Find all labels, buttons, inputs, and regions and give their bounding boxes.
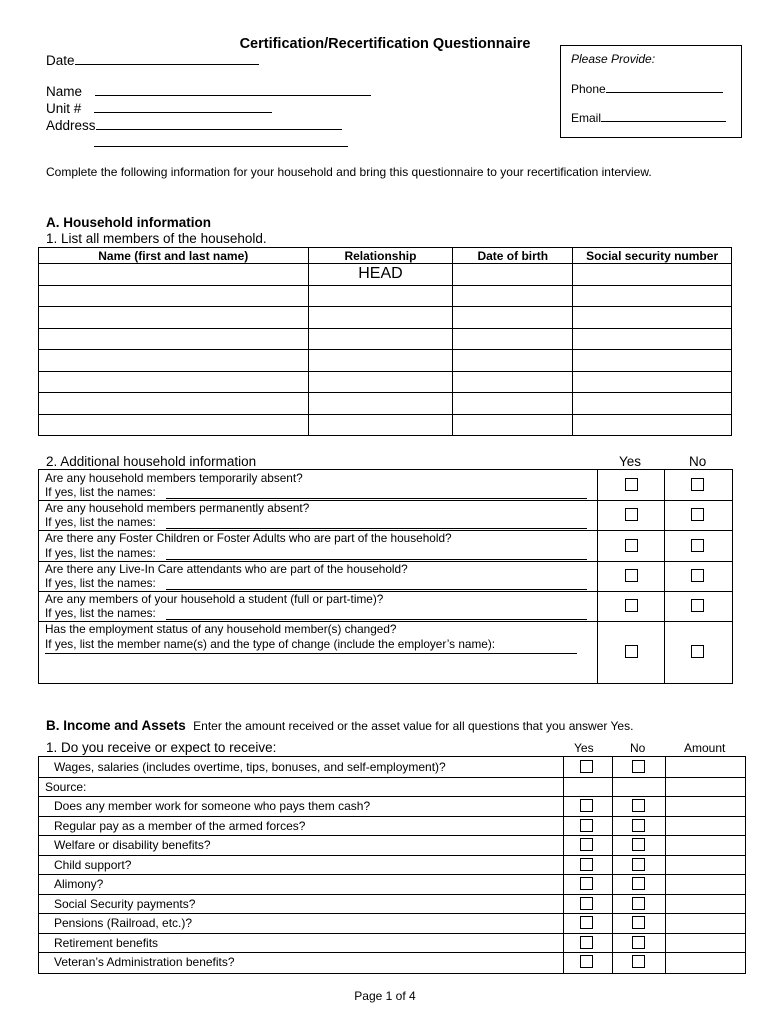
no-checkbox[interactable] xyxy=(691,569,704,582)
relationship-cell[interactable] xyxy=(308,328,453,350)
name-cell[interactable] xyxy=(39,371,309,393)
names-line[interactable] xyxy=(166,546,587,560)
divider xyxy=(39,777,745,778)
name-cell[interactable] xyxy=(39,307,309,329)
phone-line[interactable] xyxy=(606,92,723,93)
divider xyxy=(39,835,745,836)
ssn-cell[interactable] xyxy=(573,285,732,307)
email-label: Email xyxy=(571,111,602,125)
section-b-title: B. Income and Assets xyxy=(46,718,186,733)
income-table xyxy=(38,756,746,974)
address-label: Address xyxy=(46,118,96,133)
divider xyxy=(563,757,564,973)
date-field[interactable] xyxy=(46,53,259,68)
section-a-title: A. Household information xyxy=(46,215,211,230)
table-row xyxy=(39,264,732,286)
col-dob-header: Date of birth xyxy=(453,248,573,264)
relationship-cell[interactable] xyxy=(308,393,453,415)
yes-checkbox[interactable] xyxy=(580,819,593,832)
dob-cell[interactable] xyxy=(453,371,573,393)
yes-checkbox[interactable] xyxy=(625,478,638,491)
ssn-cell[interactable] xyxy=(573,307,732,329)
names-line[interactable] xyxy=(166,485,587,499)
income-item-veterans: Veteran’s Administration benefits? xyxy=(54,955,235,969)
no-checkbox[interactable] xyxy=(632,897,645,910)
yes-checkbox[interactable] xyxy=(580,955,593,968)
phone-field[interactable] xyxy=(571,82,723,96)
question-student: Are any members of your household a student (full or part-time)? xyxy=(45,592,384,606)
names-line[interactable] xyxy=(166,606,587,620)
ssn-cell[interactable] xyxy=(573,328,732,350)
table-row xyxy=(39,285,732,307)
yes-header: Yes xyxy=(574,741,594,755)
relationship-cell[interactable] xyxy=(308,414,453,436)
yes-checkbox[interactable] xyxy=(580,916,593,929)
name-cell[interactable] xyxy=(39,285,309,307)
yes-checkbox[interactable] xyxy=(580,799,593,812)
relationship-cell[interactable] xyxy=(308,350,453,372)
yes-checkbox[interactable] xyxy=(625,539,638,552)
income-item-retirement: Retirement benefits xyxy=(54,936,159,950)
col-relationship-header: Relationship xyxy=(308,248,453,264)
amount-header: Amount xyxy=(684,741,726,755)
yes-checkbox[interactable] xyxy=(625,645,638,658)
no-checkbox[interactable] xyxy=(691,478,704,491)
email-line[interactable] xyxy=(601,121,726,122)
section-b-subtitle: Enter the amount received or the asset value for all questions that you answer Yes. xyxy=(193,719,634,733)
no-checkbox[interactable] xyxy=(632,838,645,851)
name-cell[interactable] xyxy=(39,264,309,286)
no-checkbox[interactable] xyxy=(632,936,645,949)
no-checkbox[interactable] xyxy=(691,508,704,521)
income-item-wages: Wages, salaries (includes overtime, tips, bonuses, and self-employment)? xyxy=(54,760,446,774)
table-row xyxy=(39,371,732,393)
dob-cell[interactable] xyxy=(453,307,573,329)
no-checkbox[interactable] xyxy=(691,599,704,612)
table-header-row xyxy=(39,248,732,264)
income-item-welfare: Welfare or disability benefits? xyxy=(54,838,211,852)
yes-checkbox[interactable] xyxy=(580,897,593,910)
name-cell[interactable] xyxy=(39,414,309,436)
yes-checkbox[interactable] xyxy=(580,936,593,949)
unit-label: Unit # xyxy=(46,101,82,116)
ssn-cell[interactable] xyxy=(573,350,732,372)
no-checkbox[interactable] xyxy=(691,645,704,658)
address-line[interactable] xyxy=(96,129,342,130)
divider xyxy=(665,757,666,973)
source-label: Source: xyxy=(45,780,87,794)
page-title: Certification/Recertification Questionnaire xyxy=(239,36,531,52)
no-checkbox[interactable] xyxy=(691,539,704,552)
divider xyxy=(39,796,745,797)
date-label: Date xyxy=(46,53,75,68)
question-permanently-absent: Are any household members permanently absent? xyxy=(45,501,310,515)
dob-cell[interactable] xyxy=(453,393,573,415)
divider xyxy=(612,757,613,973)
question-employment-change: Has the employment status of any household member(s) changed? xyxy=(45,622,397,636)
yes-header: Yes xyxy=(619,454,642,469)
question-live-in-care: Are there any Live-In Care attendants who are part of the household? xyxy=(45,562,408,576)
divider xyxy=(39,874,745,875)
col-name-header: Name (first and last name) xyxy=(39,248,309,264)
yes-checkbox[interactable] xyxy=(580,877,593,890)
address-field[interactable] xyxy=(46,118,342,133)
relationship-cell[interactable] xyxy=(308,307,453,329)
divider xyxy=(39,913,745,914)
dob-cell[interactable] xyxy=(453,264,573,286)
head-value: HEAD xyxy=(358,265,403,283)
income-question-label: 1. Do you receive or expect to receive: xyxy=(46,740,277,755)
additional-info-label: 2. Additional household information xyxy=(46,454,257,469)
no-checkbox[interactable] xyxy=(632,955,645,968)
page-number: Page 1 of 4 xyxy=(354,989,416,1003)
name-label: Name xyxy=(46,84,83,99)
sub-label: If yes, list the names: xyxy=(45,485,156,499)
yes-checkbox[interactable] xyxy=(625,508,638,521)
address-line-2[interactable] xyxy=(94,146,348,147)
no-checkbox[interactable] xyxy=(632,819,645,832)
table-row xyxy=(39,350,732,372)
divider xyxy=(39,855,745,856)
divider xyxy=(39,933,745,934)
dob-cell[interactable] xyxy=(453,285,573,307)
yes-checkbox[interactable] xyxy=(625,599,638,612)
table-row xyxy=(39,328,732,350)
ssn-cell[interactable] xyxy=(573,264,732,286)
additional-info-table xyxy=(38,469,733,684)
household-members-table xyxy=(38,247,732,436)
name-line[interactable] xyxy=(95,95,371,96)
divider xyxy=(597,470,598,683)
dob-cell[interactable] xyxy=(453,328,573,350)
unit-line[interactable] xyxy=(94,112,272,113)
no-header: No xyxy=(630,741,646,755)
question-foster: Are there any Foster Children or Foster Adults who are part of the household? xyxy=(45,531,452,545)
name-cell[interactable] xyxy=(39,393,309,415)
income-item-armed-forces: Regular pay as a member of the armed forces? xyxy=(54,819,306,833)
income-item-child-support: Child support? xyxy=(54,858,132,872)
dob-cell[interactable] xyxy=(453,414,573,436)
employment-change-line[interactable] xyxy=(45,653,577,654)
no-header: No xyxy=(689,454,707,469)
no-checkbox[interactable] xyxy=(632,858,645,871)
sub-label: If yes, list the names: xyxy=(45,515,156,529)
email-field[interactable] xyxy=(571,111,726,125)
name-cell[interactable] xyxy=(39,350,309,372)
no-checkbox[interactable] xyxy=(632,877,645,890)
unit-field[interactable] xyxy=(46,101,272,116)
no-checkbox[interactable] xyxy=(632,916,645,929)
yes-checkbox[interactable] xyxy=(580,838,593,851)
question-temporarily-absent: Are any household members temporarily absent? xyxy=(45,471,303,485)
divider xyxy=(39,894,745,895)
income-item-pensions: Pensions (Railroad, etc.)? xyxy=(54,916,193,930)
income-item-social-security: Social Security payments? xyxy=(54,897,196,911)
phone-label: Phone xyxy=(571,82,606,96)
table-row xyxy=(39,307,732,329)
table-row xyxy=(39,393,732,415)
section-b-heading xyxy=(46,718,633,733)
ssn-cell[interactable] xyxy=(573,371,732,393)
income-item-cash: Does any member work for someone who pays them cash? xyxy=(54,799,371,813)
name-cell[interactable] xyxy=(39,328,309,350)
ssn-cell[interactable] xyxy=(573,414,732,436)
names-line[interactable] xyxy=(166,576,587,590)
divider xyxy=(664,470,665,683)
divider xyxy=(39,816,745,817)
name-field[interactable] xyxy=(46,84,371,99)
income-item-alimony: Alimony? xyxy=(54,877,104,891)
sub-label: If yes, list the member name(s) and the type of change (include the employer’s name): xyxy=(45,637,496,651)
table-row xyxy=(39,414,732,436)
col-ssn-header: Social security number xyxy=(573,248,732,264)
no-checkbox[interactable] xyxy=(632,799,645,812)
ssn-cell[interactable] xyxy=(573,393,732,415)
sub-label: If yes, list the names: xyxy=(45,576,156,590)
divider xyxy=(39,952,745,953)
names-line[interactable] xyxy=(166,515,587,529)
dob-cell[interactable] xyxy=(453,350,573,372)
relationship-cell[interactable] xyxy=(308,285,453,307)
no-checkbox[interactable] xyxy=(632,760,645,773)
relationship-cell[interactable] xyxy=(308,371,453,393)
relationship-cell[interactable] xyxy=(308,264,453,286)
instructions: Complete the following information for your household and bring this questionnaire to your recertification interview. xyxy=(46,165,652,179)
yes-checkbox[interactable] xyxy=(625,569,638,582)
contact-box xyxy=(560,45,742,138)
yes-checkbox[interactable] xyxy=(580,858,593,871)
contact-heading: Please Provide: xyxy=(571,52,656,66)
sub-label: If yes, list the names: xyxy=(45,606,156,620)
yes-checkbox[interactable] xyxy=(580,760,593,773)
household-list-label: 1. List all members of the household. xyxy=(46,231,267,246)
sub-label: If yes, list the names: xyxy=(45,546,156,560)
date-line[interactable] xyxy=(75,64,259,65)
